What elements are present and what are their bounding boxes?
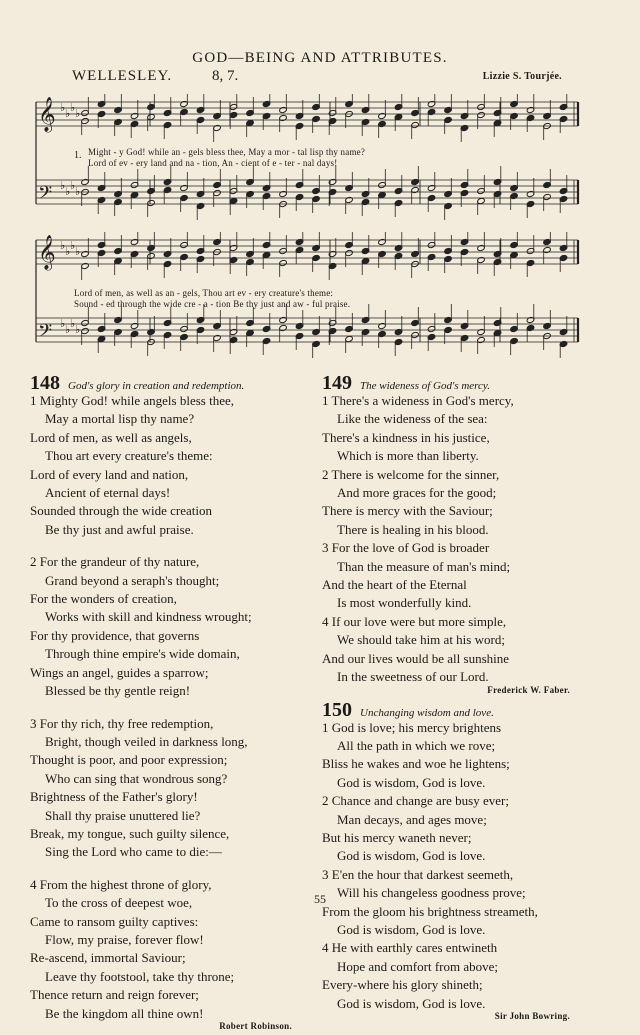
hymn-line: Thought is poor, and poor expression; xyxy=(30,752,228,768)
hymn-line: Which is more than liberty. xyxy=(337,448,479,464)
hymn-text xyxy=(30,392,300,1023)
hymn-header xyxy=(322,372,592,392)
hymn-line: Through thine empire's wide domain, xyxy=(45,646,240,662)
hymn-header xyxy=(30,372,300,392)
flat-sign-icon: ♭ xyxy=(70,101,76,114)
flat-sign-icon: ♭ xyxy=(65,107,71,120)
hymn-line: May a mortal lisp thy name? xyxy=(45,411,195,427)
hymn-line: God is wisdom, God is love. xyxy=(337,848,486,864)
hymn-line: 4 He with earthly cares entwineth xyxy=(322,940,498,956)
hymn-line: We should take him at his word; xyxy=(337,632,505,648)
hymn-text xyxy=(322,392,592,687)
flat-sign-icon: ♭ xyxy=(75,107,81,120)
hymn-line: For thy providence, that governs xyxy=(30,627,200,643)
hymn-line: 1 God is love; his mercy brightens xyxy=(322,719,502,735)
hymn-line: Bliss he wakes and woe he lightens; xyxy=(322,756,510,772)
hymn-author: Sir John Bowring. xyxy=(494,1011,570,1021)
hymn-148 xyxy=(30,372,300,1031)
lyric-line-2: Sound - ed through the wide cre - a - tion Be thy just and aw - ful praise. xyxy=(74,299,351,309)
right-column xyxy=(322,372,592,1025)
flat-sign-icon: ♭ xyxy=(65,323,71,336)
hymn-author: Robert Robinson. xyxy=(219,1021,292,1031)
page-number: 55 xyxy=(314,892,326,906)
hymn-line: Blessed be thy gentle reign! xyxy=(45,683,191,699)
music-system-2 xyxy=(30,232,590,368)
hymn-line: Came to ransom guilty captives: xyxy=(30,913,199,929)
hymn-line: 4 If our love were but more simple, xyxy=(322,613,507,629)
hymn-line: 3 For thy rich, thy free redemption, xyxy=(30,715,214,731)
flat-sign-icon: ♭ xyxy=(65,185,71,198)
hymn-line: Lord of every land and nation, xyxy=(30,466,189,482)
hymn-title: The wideness of God's mercy. xyxy=(360,380,490,392)
flat-sign-icon: ♭ xyxy=(60,101,66,114)
hymn-line: Shall thy praise unuttered lie? xyxy=(45,807,201,823)
hymn-line: Thence return and reign forever; xyxy=(30,987,199,1003)
hymn-line: There is mercy with the Saviour; xyxy=(322,503,493,519)
hymn-line: Thou art every creature's theme: xyxy=(45,448,213,464)
tune-meter: 8, 7. xyxy=(212,68,239,84)
flat-sign-icon: ♭ xyxy=(75,185,81,198)
hymn-line: 4 From the highest throne of glory, xyxy=(30,876,212,892)
hymn-line: Ancient of eternal days! xyxy=(45,485,171,501)
hymn-line: 1 There's a wideness in God's mercy, xyxy=(322,393,514,408)
hymn-line: Be the kingdom all thine own! xyxy=(45,1005,204,1021)
hymn-line: 3 For the love of God is broader xyxy=(322,540,490,556)
hymn-line: Flow, my praise, forever flow! xyxy=(45,931,204,947)
hymn-line: 2 Chance and change are busy ever; xyxy=(322,793,509,809)
hymn-line: And our lives would be all sunshine xyxy=(322,650,510,666)
flat-sign-icon: ♭ xyxy=(70,317,76,330)
hymn-line: Sounded through the wide creation xyxy=(30,503,212,519)
flat-sign-icon: ♭ xyxy=(75,245,81,258)
section-title: GOD—BEING AND ATTRIBUTES. xyxy=(192,50,448,66)
bass-clef-icon: 𝄢 xyxy=(38,183,53,208)
tune-composer: Lizzie S. Tourjée. xyxy=(482,71,562,82)
lyric-line-2: Lord of ev - ery land and na - tion, An - cient of e - ter - nal days! xyxy=(88,158,338,168)
hymn-line: God is wisdom, God is love. xyxy=(337,774,486,790)
flat-sign-icon: ♭ xyxy=(75,323,81,336)
treble-clef-icon: 𝄞 xyxy=(38,235,56,270)
hymn-line: Wings an angel, guides a sparrow; xyxy=(30,664,209,680)
hymn-line: Sing the Lord who came to die:— xyxy=(45,844,222,860)
hymn-line: There's a kindness in his justice, xyxy=(322,429,490,445)
flat-sign-icon: ♭ xyxy=(65,245,71,258)
hymn-line: Works with skill and kindness wrought; xyxy=(45,609,252,625)
hymn-line: Re-ascend, immortal Saviour; xyxy=(30,950,186,966)
flat-sign-icon: ♭ xyxy=(70,179,76,192)
hymn-line: And the heart of the Eternal xyxy=(322,577,467,593)
hymn-title: God's glory in creation and redemption. xyxy=(68,380,245,392)
verse-number: 1. xyxy=(74,150,82,161)
hymn-line: 1 Mighty God! while angels bless thee, xyxy=(30,393,234,408)
music-system-1 xyxy=(30,94,590,230)
hymn-line: 2 For the grandeur of thy nature, xyxy=(30,554,200,570)
hymn-line: For the wonders of creation, xyxy=(30,591,177,607)
flat-sign-icon: ♭ xyxy=(60,179,66,192)
hymn-line: Will his changeless goodness prove; xyxy=(337,885,526,901)
hymn-author: Frederick W. Faber. xyxy=(487,684,570,695)
hymn-line: God is wisdom, God is love. xyxy=(337,995,486,1011)
tune-header xyxy=(72,68,562,86)
hymn-line: God is wisdom, God is love. xyxy=(337,921,486,937)
hymn-line: 3 E'en the hour that darkest seemeth, xyxy=(322,866,514,882)
flat-sign-icon: ♭ xyxy=(70,239,76,252)
hymn-line: 2 There is welcome for the sinner, xyxy=(322,466,500,482)
flat-sign-icon: ♭ xyxy=(60,317,66,330)
hymn-line: In the sweetness of our Lord. xyxy=(337,669,489,685)
flat-sign-icon: ♭ xyxy=(60,239,66,252)
hymn-line: Who can sing that wondrous song? xyxy=(45,770,228,786)
hymn-number: 148 xyxy=(30,372,60,394)
bass-clef-icon: 𝄢 xyxy=(38,321,53,346)
lyric-line-1: Might - y God! while an - gels bless thee, May a mor - tal lisp thy name? xyxy=(88,147,366,157)
hymn-line: Hope and comfort from above; xyxy=(337,958,499,974)
hymn-line: Be thy just and awful praise. xyxy=(45,521,194,537)
hymn-line: Man decays, and ages move; xyxy=(337,811,487,827)
hymn-line: Than the measure of man's mind; xyxy=(337,558,511,574)
hymn-line: Every-where his glory shineth; xyxy=(322,977,483,993)
hymn-150 xyxy=(322,699,592,1022)
hymn-line: Leave thy footstool, take thy throne; xyxy=(45,968,235,984)
left-column xyxy=(30,372,300,1035)
hymn-line: To the cross of deepest woe, xyxy=(45,895,193,911)
hymn-number: 149 xyxy=(322,372,352,394)
treble-clef-icon: 𝄞 xyxy=(38,97,56,132)
hymn-line: Break, my tongue, such guilty silence, xyxy=(30,825,230,841)
hymn-line: Bright, though veiled in darkness long, xyxy=(45,733,248,749)
hymn-line: Brightness of the Father's glory! xyxy=(30,789,198,805)
hymn-line: But his mercy waneth never; xyxy=(322,829,472,845)
hymn-149 xyxy=(322,372,592,695)
tune-name: WELLESLEY. xyxy=(72,68,173,84)
hymn-line: Like the wideness of the sea: xyxy=(337,411,488,427)
hymn-line: All the path in which we rove; xyxy=(337,737,496,753)
hymn-header xyxy=(322,699,592,719)
hymn-line: Lord of men, as well as angels, xyxy=(30,429,192,445)
hymn-line: And more graces for the good; xyxy=(337,485,497,501)
hymn-title: Unchanging wisdom and love. xyxy=(360,706,494,719)
hymn-text xyxy=(322,719,592,1014)
hymn-number: 150 xyxy=(322,698,352,721)
hymn-line: From the gloom his brightness streameth, xyxy=(322,903,538,919)
lyric-line-1: Lord of men, as well as an - gels, Thou art ev - ery creature's theme: xyxy=(74,288,334,298)
hymn-line: Grand beyond a seraph's thought; xyxy=(45,572,220,588)
hymn-line: There is healing in his blood. xyxy=(337,521,489,537)
hymn-line: Is most wonderfully kind. xyxy=(337,595,472,611)
